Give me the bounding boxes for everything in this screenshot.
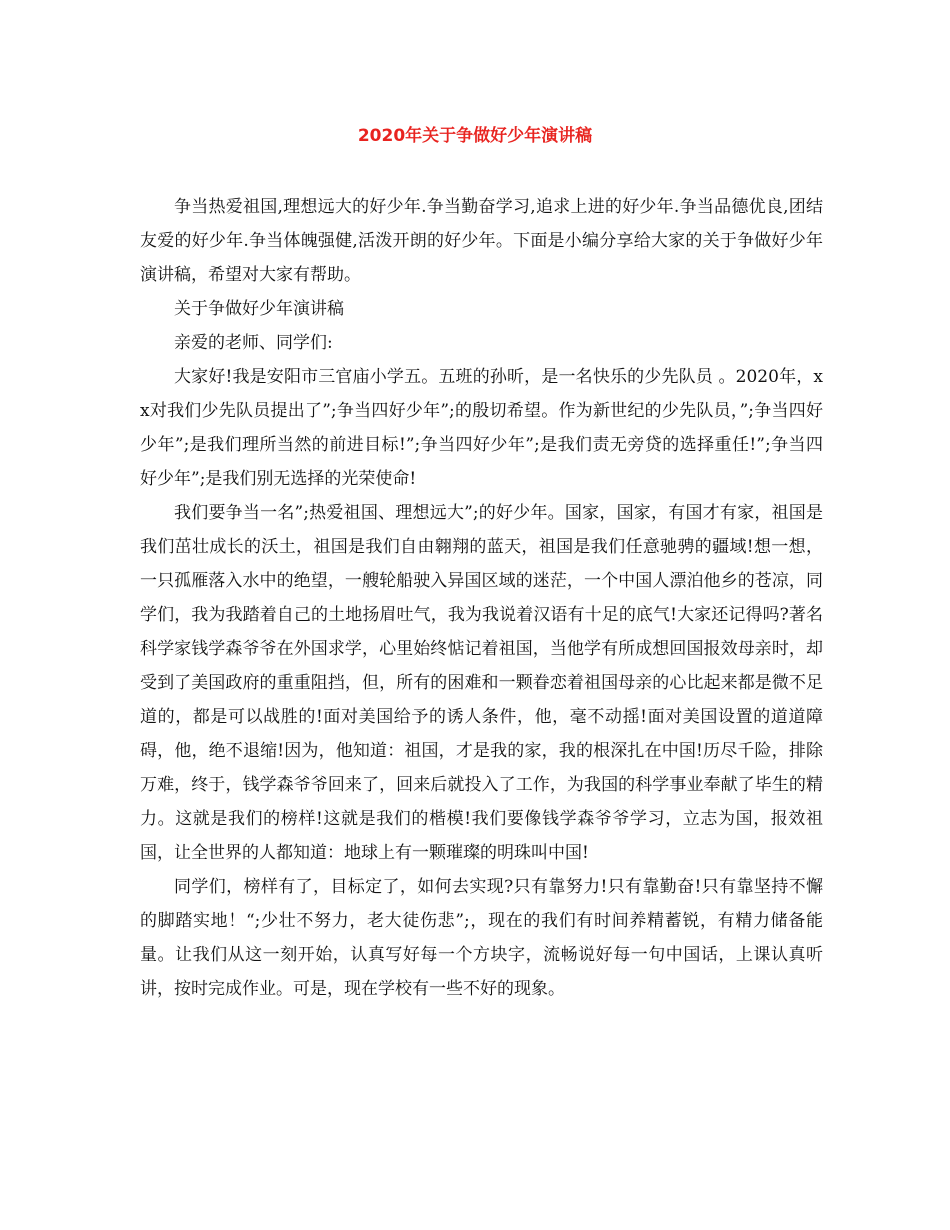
document-title: 2020年关于争做好少年演讲稿 <box>357 126 593 146</box>
paragraph-action: 同学们，榜样有了，目标定了，如何去实现?只有靠努力!只有靠勤奋!只有靠坚持不懈的脚踏实地！“;少壮不努力，老大徒伤悲”;，现在的我们有时间养精蓄锐，有精力储备能量。让我们从这一刻开始，认真写好每一个方块字，流畅说好每一句中国话，上课认真听讲，按时完成作业。可是，现在学校有一些不好的现象。 <box>140 877 823 999</box>
paragraph-heading: 关于争做好少年演讲稿 <box>174 299 344 319</box>
paragraph-salutation: 亲爱的老师、同学们: <box>174 333 333 353</box>
paragraph-intro: 争当热爱祖国,理想远大的好少年.争当勤奋学习,追求上进的好少年.争当品德优良,团结友爱的好少年.争当体魄强健,活泼开朗的好少年。下面是小编分享给大家的关于争做好少年演讲稿，希望对大家有帮助。 <box>140 197 823 285</box>
document-body <box>140 190 823 1006</box>
paragraph-patriotism: 我们要争当一名”;热爱祖国、理想远大”;的好少年。国家，国家，有国才有家，祖国是我们茁壮成长的沃土，祖国是我们自由翱翔的蓝天，祖国是我们任意驰骋的疆域!想一想，一只孤雁落入水中的绝望，一艘轮船驶入异国区域的迷茫，一个中国人漂泊他乡的苍凉，同学们，我为我踏着自己的土地扬眉吐气，我为我说着汉语有十足的底气!大家还记得吗?著名科学家钱学森爷爷在外国求学，心里始终惦记着祖国，当他学有所成想回国报效母亲时，却受到了美国政府的重重阻挡，但，所有的困难和一颗眷恋着祖国母亲的心比起来都是微不足道的，都是可以战胜的!面对美国给予的诱人条件，他，毫不动摇!面对美国设置的道道障碍，他，绝不退缩!因为，他知道：祖国，才是我的家，我的根深扎在中国!历尽千险，排除万难，终于，钱学森爷爷回来了，回来后就投入了工作，为我国的科学事业奉献了毕生的精力。这就是我们的榜样!这就是我们的楷模!我们要像钱学森爷爷学习，立志为国，报效祖国，让全世界的人都知道：地球上有一颗璀璨的明珠叫中国! <box>140 503 823 863</box>
paragraph-greeting: 大家好!我是安阳市三官庙小学五。五班的孙昕，是一名快乐的少先队员 。2020年，xx对我们少先队员提出了”;争当四好少年”;的殷切希望。作为新世纪的少先队员，”;争当四好少年”;是我们理所当然的前进目标!”;争当四好少年”;是我们责无旁贷的选择重任!”;争当四好少年”;是我们别无选择的光荣使命! <box>140 367 823 489</box>
